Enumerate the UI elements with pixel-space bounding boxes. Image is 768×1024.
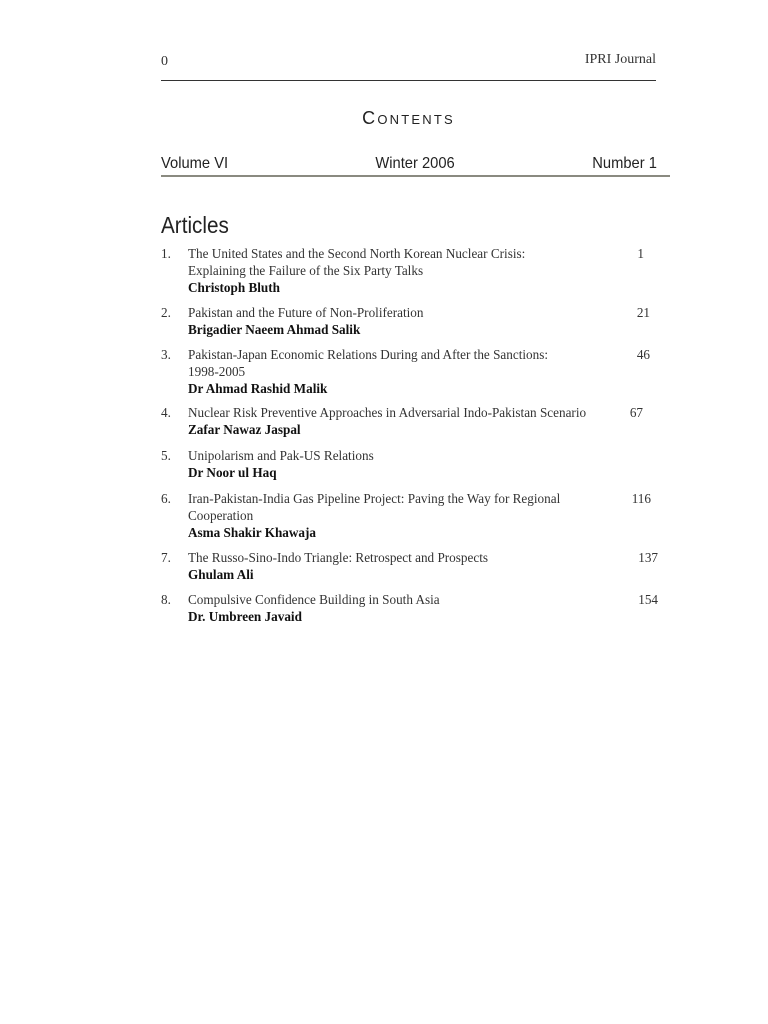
entry-page: 116 [631, 491, 651, 506]
entry-page: 1 [637, 246, 644, 261]
entry-number: 5. [161, 448, 171, 463]
entry-title-line: Compulsive Confidence Building in South Asia [188, 592, 440, 607]
entry-title-line: Iran-Pakistan-India Gas Pipeline Project: Paving the Way for Regional [188, 491, 561, 506]
issue-season: Winter 2006 [375, 155, 455, 172]
entry-title-line: 1998-2005 [188, 364, 246, 379]
running-head [161, 52, 656, 72]
entry-number: 2. [161, 305, 171, 320]
entry-author: Christoph Bluth [188, 280, 280, 295]
entry-title-line: Explaining the Failure of the Six Party Talks [188, 263, 424, 278]
entry-title-line: The Russo-Sino-Indo Triangle: Retrospect and Prospects [188, 550, 488, 565]
entry-author: Asma Shakir Khawaja [188, 525, 316, 540]
entry-title-line: Cooperation [188, 508, 254, 523]
entry-author: Dr Ahmad Rashid Malik [188, 381, 328, 396]
entry-title-line: Pakistan-Japan Economic Relations During and After the Sanctions: [188, 347, 549, 362]
entry-author: Dr. Umbreen Javaid [188, 609, 302, 624]
journal-name: IPRI Journal [584, 52, 656, 67]
entry-number: 8. [161, 592, 171, 607]
entry-number: 6. [161, 491, 171, 506]
entry-author: Dr Noor ul Haq [188, 465, 277, 480]
entry-page: 21 [636, 305, 650, 320]
entry-page: 67 [629, 405, 643, 420]
section-title: Articles [161, 212, 229, 238]
entry-author: Zafar Nawaz Jaspal [188, 422, 301, 437]
entry-title-line: The United States and the Second North Korean Nuclear Crisis: [188, 246, 526, 261]
entry-title-line: Nuclear Risk Preventive Approaches in Adversarial Indo-Pakistan Scenario [188, 405, 587, 420]
entry-page: 46 [636, 347, 650, 362]
issue-volume: Volume VI [161, 155, 229, 172]
entry-page: 154 [638, 592, 658, 607]
entry-title-line: Unipolarism and Pak-US Relations [188, 448, 374, 463]
entry-number: 1. [161, 246, 171, 261]
entry-number: 7. [161, 550, 171, 565]
entry-number: 3. [161, 347, 171, 362]
entry-author: Ghulam Ali [188, 567, 254, 582]
issue-line [161, 155, 657, 177]
entry-page: 137 [638, 550, 658, 565]
issue-number: Number 1 [592, 155, 657, 172]
page-number: 0 [161, 54, 168, 69]
entry-title-line: Pakistan and the Future of Non-Proliferation [188, 305, 424, 320]
header-rule [161, 80, 656, 81]
entry-author: Brigadier Naeem Ahmad Salik [188, 322, 361, 337]
entry-number: 4. [161, 405, 171, 420]
issue-rule [161, 175, 670, 177]
contents-title: Contents [362, 108, 455, 128]
